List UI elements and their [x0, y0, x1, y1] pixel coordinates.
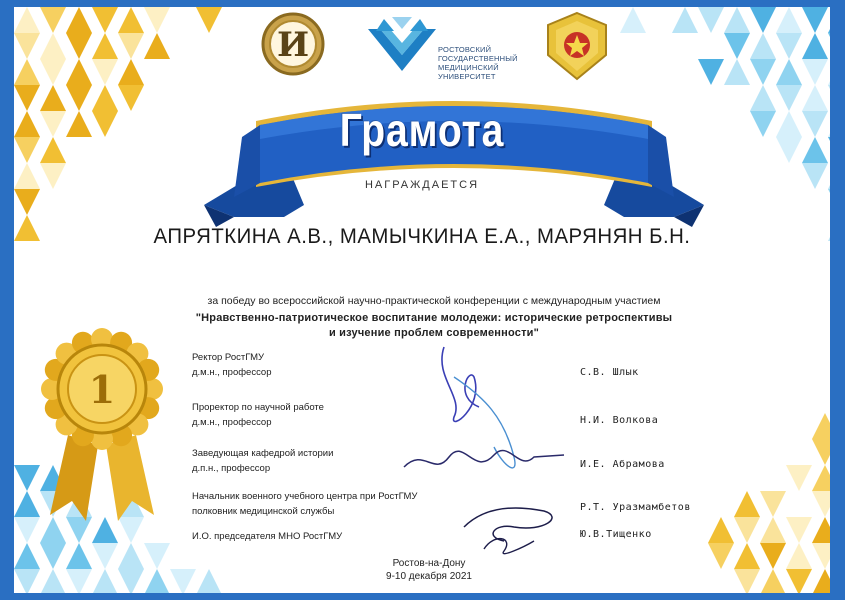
- decor-triangle: [760, 517, 786, 543]
- signatory-military-center-name: Р.Т. Уразмамбетов: [580, 502, 691, 513]
- decor-triangle: [40, 543, 66, 569]
- signatory-military-center-position: Начальник военного учебного центра при РостГМУ полковник медицинской службы: [192, 491, 418, 517]
- decor-triangle: [750, 7, 776, 33]
- decor-triangle: [828, 189, 830, 215]
- decor-triangle: [672, 7, 698, 33]
- decor-triangle: [708, 517, 734, 543]
- decor-triangle: [734, 569, 760, 593]
- decor-triangle: [40, 33, 66, 59]
- decor-triangle: [828, 7, 830, 33]
- university-logo-icon: [366, 15, 438, 75]
- decor-triangle: [724, 59, 750, 85]
- decor-triangle: [776, 85, 802, 111]
- certificate-title: Грамота: [339, 104, 505, 156]
- decor-triangle: [14, 33, 40, 59]
- decor-triangle: [724, 33, 750, 59]
- decor-triangle: [14, 59, 40, 85]
- decor-triangle: [40, 569, 66, 593]
- signatory-history-head-position: Заведующая кафедрой истории д.п.н., профессор: [192, 448, 334, 474]
- decor-triangle: [144, 543, 170, 569]
- signatory-prorector-name: Н.И. Волкова: [580, 415, 659, 426]
- decor-triangle: [802, 33, 828, 59]
- decor-triangle: [786, 543, 812, 569]
- decor-triangle: [812, 569, 830, 593]
- letter-i-emblem-icon: [260, 11, 326, 77]
- decor-triangle: [144, 569, 170, 593]
- decor-triangle: [708, 543, 734, 569]
- decor-triangle: [734, 543, 760, 569]
- university-name: РОСТОВСКИЙ ГОСУДАРСТВЕННЫЙ МЕДИЦИНСКИЙ УНИВЕРСИТЕТ: [438, 45, 518, 81]
- decor-triangle: [92, 7, 118, 33]
- decor-triangle: [66, 7, 92, 33]
- handwritten-signatures: [394, 337, 594, 557]
- signatory-history-head-name: И.Е. Абрамова: [580, 459, 665, 470]
- conference-title: "Нравственно-патриотическое воспитание молодежи: исторические ретроспективы и изучение проблем современности": [195, 312, 673, 339]
- decor-triangle: [734, 491, 760, 517]
- decor-triangle: [92, 543, 118, 569]
- decor-triangle: [170, 569, 196, 593]
- decor-triangle: [66, 33, 92, 59]
- decor-triangle: [734, 517, 760, 543]
- decor-triangle: [776, 137, 802, 163]
- decor-triangle: [698, 59, 724, 85]
- decor-triangle: [14, 137, 40, 163]
- decor-triangle: [776, 7, 802, 33]
- decor-triangle: [40, 7, 66, 33]
- decor-triangle: [118, 569, 144, 593]
- decor-triangle: [144, 7, 170, 33]
- medal-number: 1: [88, 367, 116, 412]
- decor-triangle: [802, 137, 828, 163]
- gold-medal-icon: [28, 325, 176, 525]
- decor-triangle: [812, 413, 830, 439]
- decor-triangle: [118, 7, 144, 33]
- military-emblem-icon: [544, 11, 610, 81]
- decor-triangle: [724, 7, 750, 33]
- decor-triangle: [802, 111, 828, 137]
- decor-triangle: [828, 33, 830, 59]
- decor-triangle: [40, 59, 66, 85]
- decor-triangle: [802, 7, 828, 33]
- certificate-sheet: [14, 7, 830, 593]
- decor-triangle: [776, 59, 802, 85]
- decor-triangle: [14, 543, 40, 569]
- signatory-mno-position: И.О. председателя МНО РостГМУ: [192, 531, 343, 542]
- decor-triangle: [786, 465, 812, 491]
- recipients-names: АПРЯТКИНА А.В., МАМЫЧКИНА Е.А., МАРЯНЯН Б.Н.: [153, 225, 691, 248]
- decor-triangle: [14, 189, 40, 215]
- decor-triangle: [812, 465, 830, 491]
- decor-triangle: [812, 543, 830, 569]
- decor-triangle: [760, 569, 786, 593]
- decor-triangle: [776, 111, 802, 137]
- decor-triangle: [828, 59, 830, 85]
- decor-triangle: [750, 59, 776, 85]
- decor-triangle: [40, 111, 66, 137]
- svg-text:И: И: [276, 25, 310, 65]
- decor-triangle: [828, 111, 830, 137]
- signatory-rector-position: Ректор РостГМУ д.м.н., профессор: [192, 352, 272, 378]
- decor-triangle: [92, 59, 118, 85]
- decor-triangle: [14, 85, 40, 111]
- decor-triangle: [14, 111, 40, 137]
- decor-triangle: [66, 543, 92, 569]
- signatory-prorector-position: Проректор по научной работе д.м.н., профессор: [192, 402, 324, 428]
- decor-triangle: [698, 7, 724, 33]
- decor-triangle: [802, 59, 828, 85]
- decor-triangle: [776, 33, 802, 59]
- decor-triangle: [66, 59, 92, 85]
- decor-triangle: [812, 491, 830, 517]
- decor-triangle: [144, 33, 170, 59]
- signatory-rector-name: С.В. Шлык: [580, 367, 639, 378]
- awarded-label: НАГРАЖДАЕТСЯ: [364, 179, 480, 191]
- signatory-mno-name: Ю.В.Тищенко: [580, 529, 652, 540]
- decor-triangle: [40, 137, 66, 163]
- decor-triangle: [118, 33, 144, 59]
- decor-triangle: [40, 85, 66, 111]
- decor-triangle: [92, 33, 118, 59]
- decor-triangle: [802, 85, 828, 111]
- decor-triangle: [196, 7, 222, 33]
- award-reason: за победу во всероссийской научно-практической конференции с международным участием: [207, 295, 661, 307]
- decor-triangle: [760, 491, 786, 517]
- decor-triangle: [786, 569, 812, 593]
- decor-triangle: [196, 569, 222, 593]
- decor-triangle: [14, 569, 40, 593]
- decor-triangle: [828, 137, 830, 163]
- decor-triangle: [760, 543, 786, 569]
- decor-triangle: [118, 543, 144, 569]
- decor-triangle: [786, 517, 812, 543]
- decor-triangle: [620, 7, 646, 33]
- decor-triangle: [118, 59, 144, 85]
- decor-triangle: [812, 517, 830, 543]
- decor-triangle: [828, 85, 830, 111]
- decor-triangle: [66, 569, 92, 593]
- decor-triangle: [828, 215, 830, 241]
- decor-triangle: [14, 7, 40, 33]
- decor-triangle: [812, 439, 830, 465]
- decor-triangle: [92, 569, 118, 593]
- decor-triangle: [750, 33, 776, 59]
- place-and-date: Ростов-на-Дону 9-10 декабря 2021: [386, 558, 472, 582]
